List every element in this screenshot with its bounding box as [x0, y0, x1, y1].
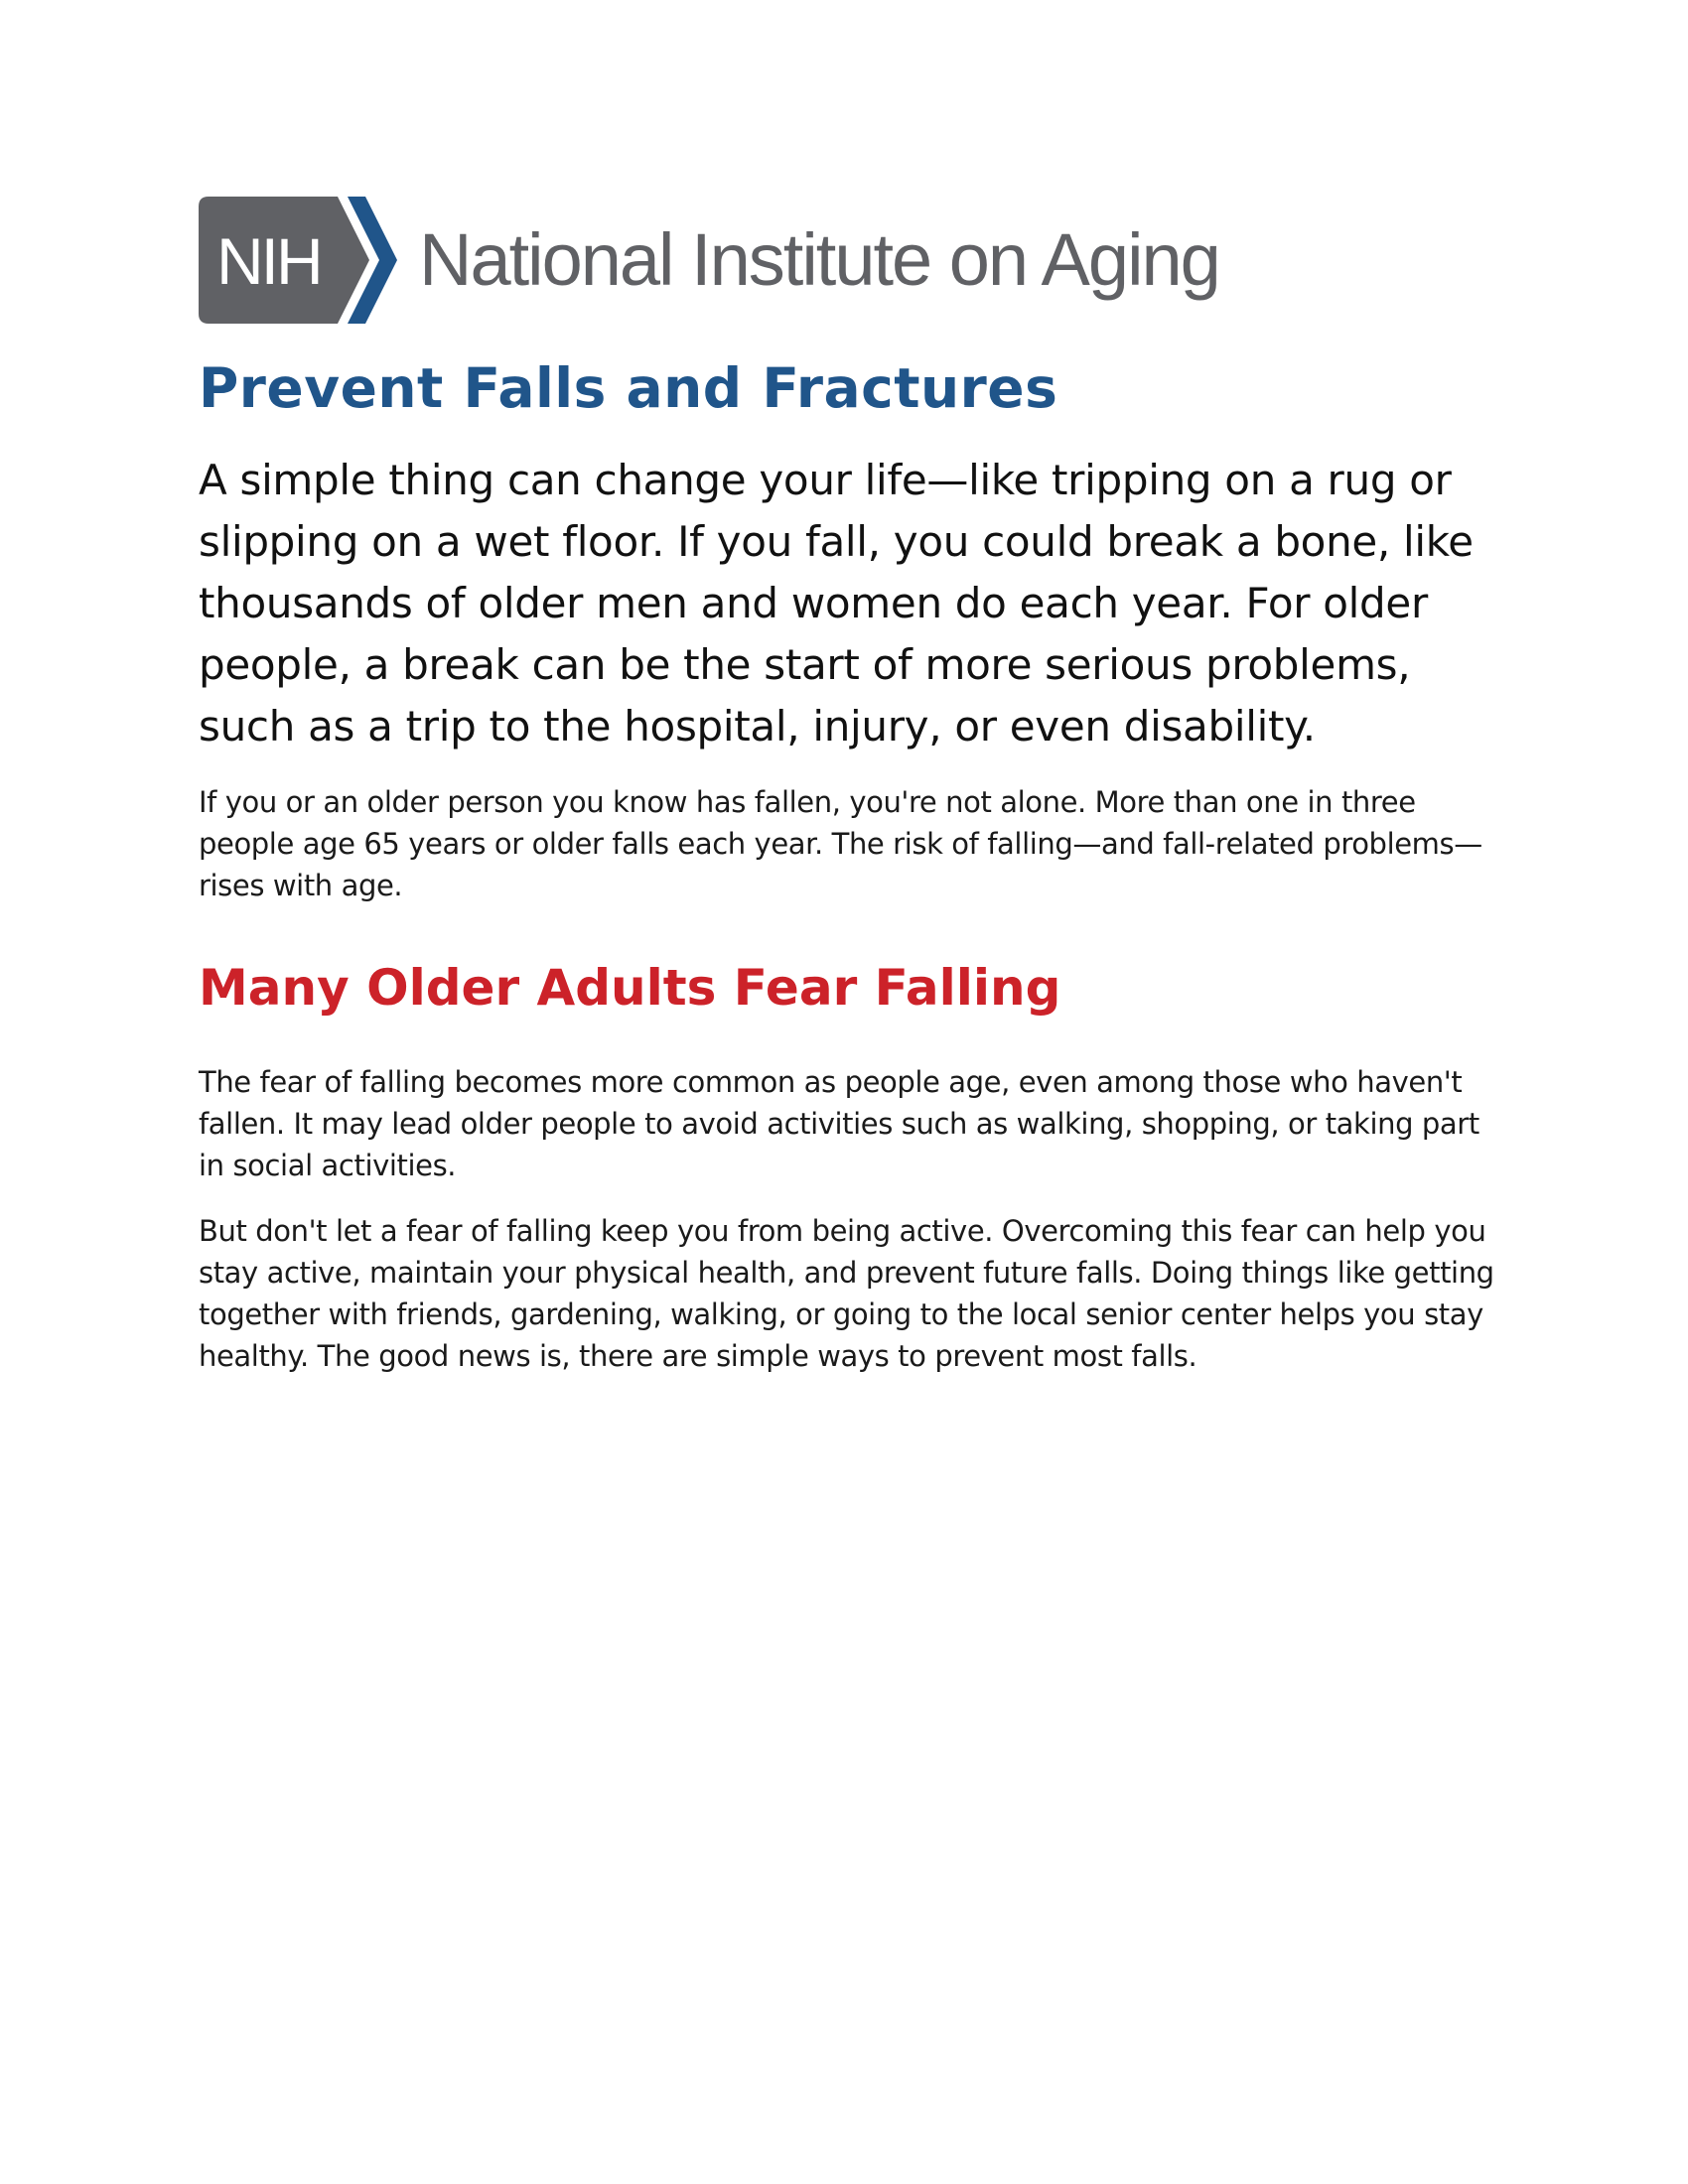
document-page	[199, 197, 1509, 1377]
nih-nia-logo	[199, 197, 1509, 324]
svg-text:NIH: NIH	[216, 224, 321, 298]
page-title: Prevent Falls and Fractures	[199, 356, 1058, 420]
logo-institute-name: National Institute on Aging	[419, 218, 1219, 301]
section-heading-fear-falling: Many Older Adults Fear Falling	[199, 959, 1061, 1018]
fear-paragraph-1: The fear of falling becomes more common as people age, even among those who haven't fallen. It may lead older people to avoid activities such as walking, shopping, or taking part in social activities.	[199, 1065, 1479, 1183]
intro-paragraph: If you or an older person you know has fallen, you're not alone. More than one in three people age 65 years or older falls each year. The risk of falling—and fall-related problems—rises with age.	[199, 785, 1482, 903]
lead-paragraph: A simple thing can change your life—like tripping on a rug or slipping on a wet floor. If you fall, you could break a bone, like thousands of older men and women do each year. For older people, a break can be the start of more serious problems, such as a trip to the hospital, injury, or even disability.	[199, 456, 1474, 751]
nih-logo-mark	[199, 197, 397, 324]
fear-paragraph-2: But don't let a fear of falling keep you from being active. Overcoming this fear can help you stay active, maintain your physical health, and prevent future falls. Doing things like getting together with friends, gardening, walking, or going to the local senior center helps you stay healthy. The good news is, there are simple ways to prevent most falls.	[199, 1214, 1494, 1374]
